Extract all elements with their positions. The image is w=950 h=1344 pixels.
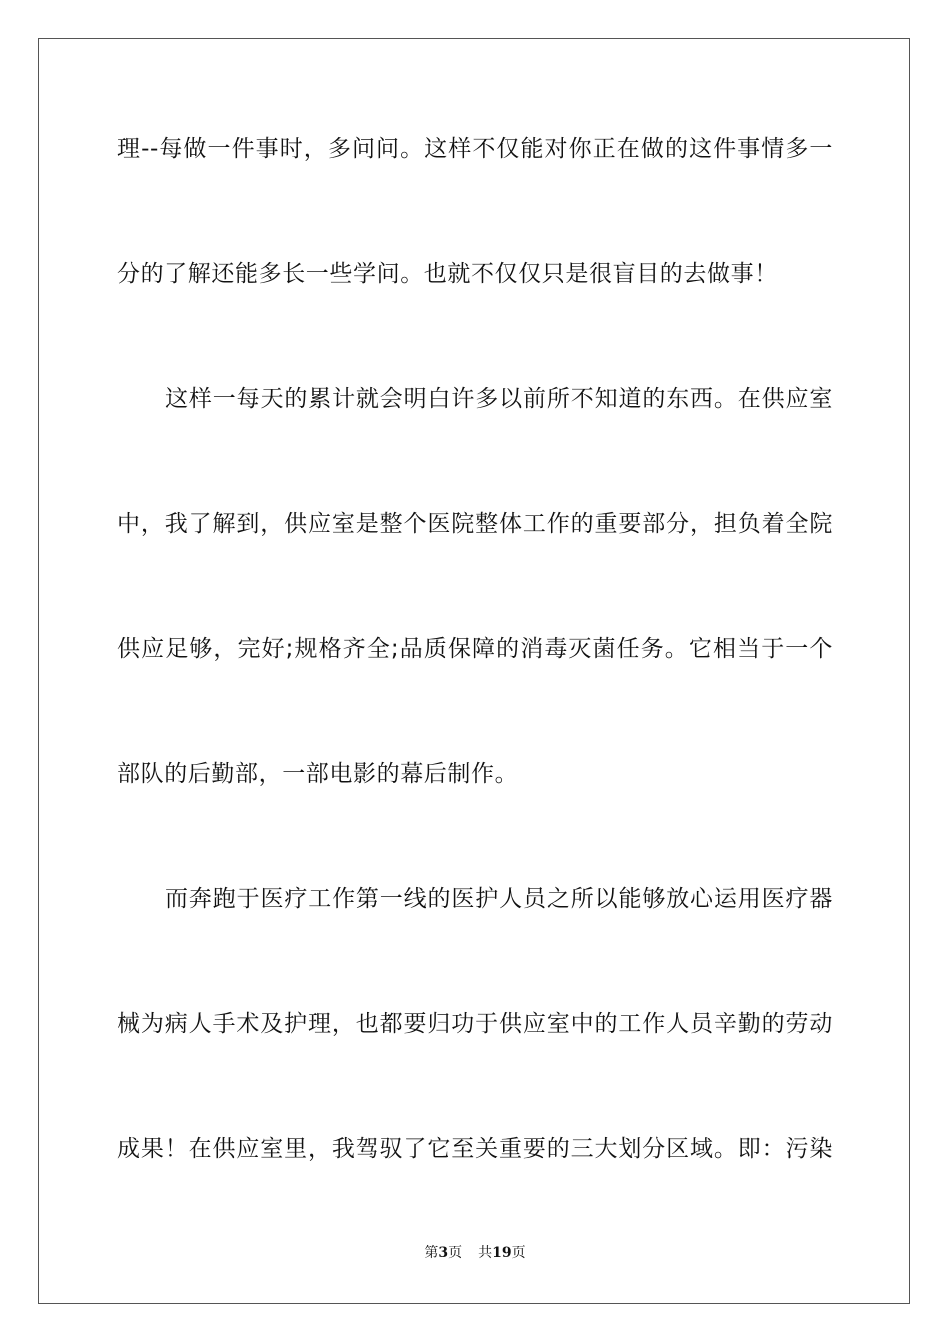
total-suffix: 页 [511,1245,526,1261]
body-text-line-7: 而奔跑于医疗工作第一线的医护人员之所以能够放心运用医疗器 [165,886,833,912]
body-text-line-2: 分的了解还能多长一些学问。也就不仅仅只是很盲目的去做事！ [117,261,778,287]
page-prefix: 第 [424,1245,439,1261]
body-text-line-5: 供应足够，完好;规格齐全;品质保障的消毒灭菌任务。它相当于一个 [117,636,833,662]
body-text-line-8: 械为病人手术及护理，也都要归功于供应室中的工作人员辛勤的劳动 [117,1011,833,1037]
body-text-line-1: 理--每做一件事时，多问问。这样不仅能对你正在做的这件事情多一 [117,136,833,162]
body-text-line-9: 成果！在供应室里，我驾驭了它至关重要的三大划分区域。即：污染 [117,1136,833,1162]
page-border [38,38,910,1304]
body-text-line-6: 部队的后勤部，一部电影的幕后制作。 [117,761,519,787]
page-number: 3 [438,1245,449,1261]
body-text-line-3: 这样一每天的累计就会明白许多以前所不知道的东西。在供应室 [165,386,833,412]
body-text-line-4: 中，我了解到，供应室是整个医院整体工作的重要部分，担负着全院 [117,511,833,537]
page-footer [0,1244,950,1262]
page-suffix: 页 [448,1245,463,1261]
total-prefix: 共 [478,1245,493,1261]
total-pages: 19 [492,1245,512,1261]
